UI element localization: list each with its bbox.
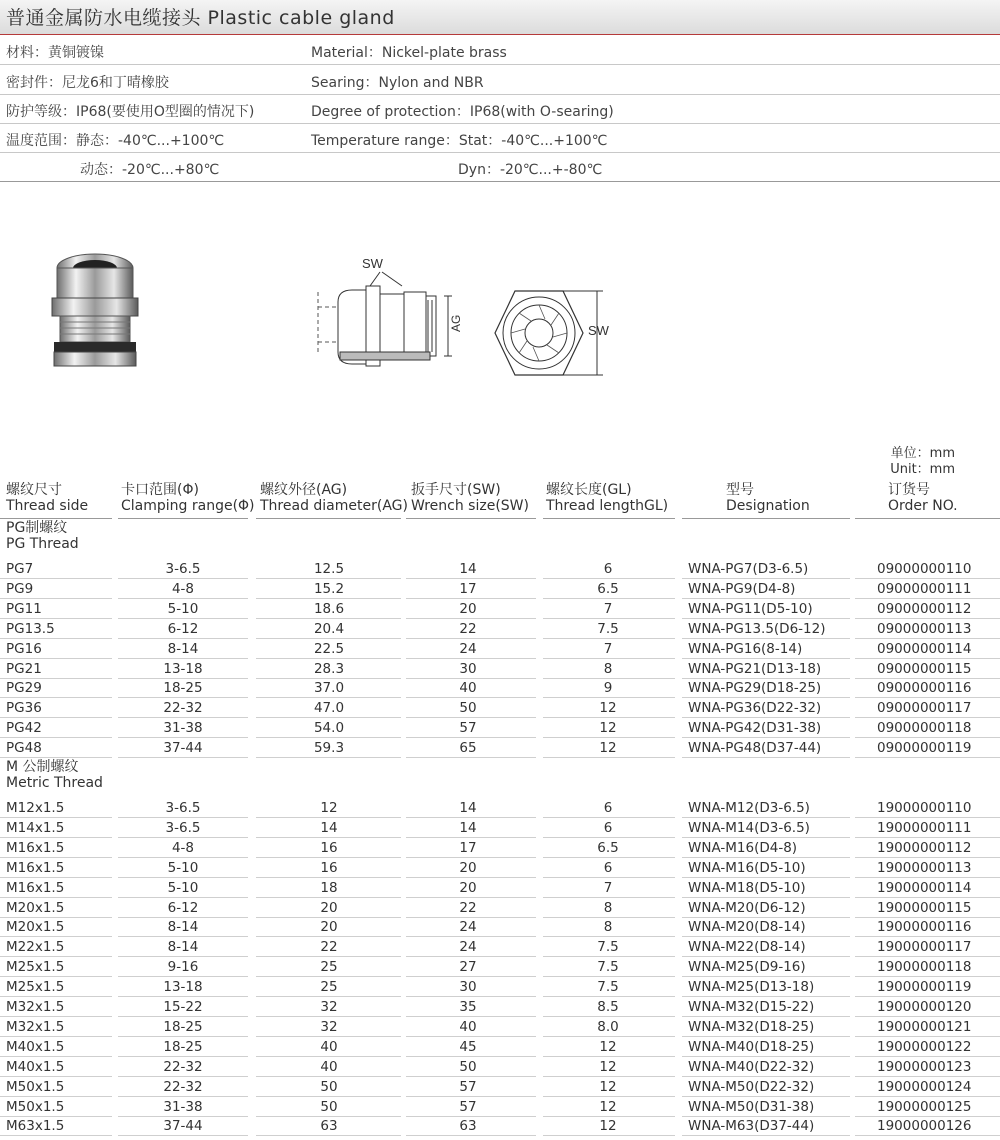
spec-temperature-en: Temperature range：Stat：-40℃...+100℃ — [311, 133, 608, 149]
cell-order-no: 19000000117 — [877, 939, 972, 956]
cell-order-no: 09000000114 — [877, 640, 972, 657]
cell-clamping-range: 3-6.5 — [165, 800, 201, 816]
cell-thread-diameter: 16 — [320, 839, 338, 856]
cell-designation: WNA-M18(D5-10) — [688, 879, 806, 896]
table-row — [0, 619, 1000, 639]
cell-wrench-size: 22 — [459, 899, 477, 916]
cell-thread-length: 7.5 — [597, 620, 619, 637]
table-row — [0, 599, 1000, 619]
page-title: 普通金属防水电缆接头 Plastic cable gland — [6, 7, 395, 29]
cell-thread-length: 8 — [603, 660, 613, 677]
table-row — [0, 678, 1000, 698]
table-row — [0, 718, 1000, 738]
product-photo — [40, 248, 150, 380]
cell-thread-length: 7 — [603, 879, 613, 896]
cell-order-no: 09000000118 — [877, 720, 972, 737]
spec-protection — [0, 94, 1000, 124]
spec-material — [0, 35, 1000, 65]
cell-designation: WNA-PG48(D37-44) — [688, 740, 822, 757]
cell-designation: WNA-PG9(D4-8) — [688, 580, 796, 597]
cell-clamping-range: 37-44 — [163, 740, 203, 757]
row-divider — [118, 1135, 248, 1136]
cell-wrench-size: 35 — [459, 999, 477, 1015]
cell-clamping-range: 3-6.5 — [165, 561, 201, 577]
cell-thread-side: M50x1.5 — [6, 1098, 65, 1115]
section-metric — [6, 759, 103, 791]
divider — [118, 518, 248, 519]
table-row — [0, 1077, 1000, 1097]
section-pg — [6, 520, 79, 552]
cell-thread-side: M40x1.5 — [6, 1058, 65, 1075]
cell-thread-side: PG29 — [6, 680, 42, 697]
cell-designation: WNA-PG13.5(D6-12) — [688, 620, 826, 637]
cell-clamping-range: 3-6.5 — [165, 819, 201, 836]
cell-thread-diameter: 18.6 — [313, 600, 345, 617]
row-divider — [855, 757, 1000, 758]
cell-thread-length: 12 — [599, 1098, 617, 1115]
table-row — [0, 639, 1000, 659]
divider — [682, 518, 850, 519]
cell-thread-length: 6 — [603, 800, 613, 816]
table-row — [0, 818, 1000, 838]
header-wrench-size: 扳手尺寸(SW) Wrench size(SW) — [411, 482, 529, 514]
cell-thread-side: M20x1.5 — [6, 919, 65, 936]
cell-thread-diameter: 18 — [320, 879, 338, 896]
cell-order-no: 19000000125 — [877, 1098, 972, 1115]
cell-wrench-size: 30 — [459, 660, 477, 677]
cell-designation: WNA-M25(D13-18) — [688, 979, 815, 996]
cell-order-no: 19000000114 — [877, 879, 972, 896]
cell-thread-length: 6 — [603, 819, 613, 836]
cell-thread-diameter: 50 — [320, 1078, 338, 1095]
table-row — [0, 957, 1000, 977]
cell-designation: WNA-M50(D22-32) — [688, 1078, 815, 1095]
cell-order-no: 09000000117 — [877, 700, 972, 717]
cell-wrench-size: 24 — [459, 919, 477, 936]
cell-designation: WNA-PG7(D3-6.5) — [688, 561, 809, 577]
cell-thread-diameter: 32 — [320, 1018, 338, 1035]
cell-clamping-range: 18-25 — [163, 680, 203, 697]
cell-thread-diameter: 40 — [320, 1058, 338, 1075]
row-divider — [682, 757, 850, 758]
cell-thread-length: 7.5 — [597, 979, 619, 996]
spec-dynamic-cn: 动态：-20℃...+80℃ — [80, 162, 220, 178]
side-view-drawing — [310, 252, 470, 382]
cell-thread-length: 8.5 — [597, 999, 619, 1015]
spec-sealing-en: Searing：Nylon and NBR — [311, 75, 484, 91]
table-row — [0, 1097, 1000, 1117]
cell-thread-diameter: 12 — [320, 800, 338, 816]
cell-clamping-range: 18-25 — [163, 1038, 203, 1055]
cell-order-no: 19000000124 — [877, 1078, 972, 1095]
unit-en: Unit：mm — [890, 462, 955, 477]
cell-designation: WNA-PG36(D22-32) — [688, 700, 822, 717]
cell-thread-length: 8.0 — [597, 1018, 619, 1035]
cell-thread-side: PG16 — [6, 640, 42, 657]
cell-thread-side: M25x1.5 — [6, 959, 65, 976]
cell-order-no: 19000000119 — [877, 979, 972, 996]
table-row — [0, 977, 1000, 997]
cell-thread-diameter: 28.3 — [313, 660, 345, 677]
divider — [256, 518, 401, 519]
cell-thread-side: PG21 — [6, 660, 42, 677]
cell-thread-length: 7.5 — [597, 939, 619, 956]
cell-order-no: 19000000123 — [877, 1058, 972, 1075]
cell-thread-length: 12 — [599, 1038, 617, 1055]
cell-wrench-size: 50 — [459, 700, 477, 717]
cell-order-no: 19000000115 — [877, 899, 972, 916]
cell-order-no: 19000000116 — [877, 919, 972, 936]
cell-clamping-range: 9-16 — [167, 959, 199, 976]
cell-thread-length: 6.5 — [597, 839, 619, 856]
cell-thread-length: 7.5 — [597, 959, 619, 976]
header-order-no: 订货号 Order NO. — [888, 482, 958, 514]
table-row — [0, 1017, 1000, 1037]
cell-wrench-size: 40 — [459, 1018, 477, 1035]
title-bar — [0, 0, 1000, 35]
cell-designation: WNA-M16(D4-8) — [688, 839, 798, 856]
cell-thread-length: 12 — [599, 740, 617, 757]
cell-thread-side: M32x1.5 — [6, 999, 65, 1015]
cell-thread-diameter: 59.3 — [313, 740, 345, 757]
cell-thread-side: PG42 — [6, 720, 42, 737]
cell-clamping-range: 4-8 — [171, 580, 195, 597]
spec-temperature — [0, 123, 1000, 153]
row-divider — [118, 757, 248, 758]
cell-order-no: 09000000116 — [877, 680, 972, 697]
cell-order-no: 09000000110 — [877, 561, 972, 577]
spec-dynamic — [0, 152, 1000, 182]
cell-wrench-size: 14 — [459, 800, 477, 816]
cell-thread-side: M40x1.5 — [6, 1038, 65, 1055]
cell-thread-length: 8 — [603, 899, 613, 916]
cell-designation: WNA-M40(D18-25) — [688, 1038, 815, 1055]
divider — [543, 518, 675, 519]
cell-clamping-range: 6-12 — [167, 620, 199, 637]
front-view-drawing — [485, 285, 615, 381]
cell-designation: WNA-M12(D3-6.5) — [688, 800, 810, 816]
cell-thread-diameter: 20.4 — [313, 620, 345, 637]
cell-order-no: 19000000111 — [877, 819, 972, 836]
cell-order-no: 19000000126 — [877, 1118, 972, 1135]
cell-thread-side: M50x1.5 — [6, 1078, 65, 1095]
row-divider — [256, 1135, 401, 1136]
section-metric-cn: M 公制螺纹 — [6, 759, 79, 775]
cell-order-no: 19000000122 — [877, 1038, 972, 1055]
cell-thread-diameter: 50 — [320, 1098, 338, 1115]
table-row — [0, 878, 1000, 898]
table-row — [0, 559, 1000, 579]
cell-wrench-size: 14 — [459, 819, 477, 836]
cell-thread-length: 6 — [603, 561, 613, 577]
cell-thread-diameter: 25 — [320, 979, 338, 996]
table-row — [0, 937, 1000, 957]
cell-thread-side: PG9 — [6, 580, 34, 597]
table-row — [0, 659, 1000, 679]
header-thread-length: 螺纹长度(GL) Thread lengthGL) — [546, 482, 669, 514]
cell-clamping-range: 18-25 — [163, 1018, 203, 1035]
cell-order-no: 09000000111 — [877, 580, 972, 597]
cell-thread-diameter: 37.0 — [313, 680, 345, 697]
cell-thread-length: 12 — [599, 700, 617, 717]
cell-clamping-range: 8-14 — [167, 640, 199, 657]
ag-label: AG — [449, 314, 463, 332]
header-thread-diameter: 螺纹外径(AG) Thread diameter(AG) — [260, 482, 408, 514]
divider — [0, 518, 112, 519]
table-row — [0, 838, 1000, 858]
cell-thread-length: 7 — [603, 640, 613, 657]
cell-clamping-range: 31-38 — [163, 1098, 203, 1115]
table-row — [0, 898, 1000, 918]
cell-order-no: 09000000113 — [877, 620, 972, 637]
cell-designation: WNA-PG21(D13-18) — [688, 660, 822, 677]
row-divider — [543, 1135, 675, 1136]
spec-material-cn: 材料：黄铜镀镍 — [6, 45, 104, 61]
cell-thread-side: M32x1.5 — [6, 1018, 65, 1035]
cell-wrench-size: 57 — [459, 720, 477, 737]
cell-thread-diameter: 32 — [320, 999, 338, 1015]
spec-protection-en: Degree of protection：IP68(with O-searing) — [311, 104, 614, 120]
cell-designation: WNA-PG42(D31-38) — [688, 720, 822, 737]
cell-designation: WNA-M32(D18-25) — [688, 1018, 815, 1035]
cell-clamping-range: 22-32 — [163, 1078, 203, 1095]
cell-thread-diameter: 22 — [320, 939, 338, 956]
cell-thread-diameter: 63 — [320, 1118, 338, 1135]
cell-order-no: 19000000121 — [877, 1018, 972, 1035]
cell-clamping-range: 5-10 — [167, 859, 199, 876]
cell-designation: WNA-M14(D3-6.5) — [688, 819, 810, 836]
cell-order-no: 19000000120 — [877, 999, 972, 1015]
table-row — [0, 858, 1000, 878]
cell-thread-diameter: 22.5 — [313, 640, 345, 657]
cell-order-no: 09000000112 — [877, 600, 972, 617]
cell-designation: WNA-M25(D9-16) — [688, 959, 806, 976]
cell-wrench-size: 57 — [459, 1098, 477, 1115]
cell-wrench-size: 50 — [459, 1058, 477, 1075]
cell-thread-diameter: 12.5 — [313, 561, 345, 577]
cell-thread-side: M16x1.5 — [6, 879, 65, 896]
cell-thread-side: PG36 — [6, 700, 42, 717]
sw-top-label: SW — [362, 256, 383, 271]
cell-wrench-size: 40 — [459, 680, 477, 697]
cell-thread-side: M20x1.5 — [6, 899, 65, 916]
table-row — [0, 917, 1000, 937]
cell-designation: WNA-M63(D37-44) — [688, 1118, 815, 1135]
cell-thread-length: 6.5 — [597, 580, 619, 597]
cell-thread-diameter: 54.0 — [313, 720, 345, 737]
cell-wrench-size: 17 — [459, 580, 477, 597]
cell-wrench-size: 22 — [459, 620, 477, 637]
spec-sealing-cn: 密封件：尼龙6和丁晴橡胶 — [6, 75, 169, 91]
cell-wrench-size: 17 — [459, 839, 477, 856]
cell-thread-side: M12x1.5 — [6, 800, 65, 816]
cell-designation: WNA-PG29(D18-25) — [688, 680, 822, 697]
row-divider — [682, 1135, 850, 1136]
cell-thread-side: PG7 — [6, 561, 34, 577]
spec-protection-cn: 防护等级：IP68(要使用O型圈的情况下) — [6, 104, 255, 120]
cell-wrench-size: 24 — [459, 640, 477, 657]
table-row — [0, 698, 1000, 718]
cell-thread-length: 12 — [599, 720, 617, 737]
cell-order-no: 19000000112 — [877, 839, 972, 856]
row-divider — [256, 757, 401, 758]
cell-thread-diameter: 20 — [320, 899, 338, 916]
cell-thread-side: M16x1.5 — [6, 859, 65, 876]
row-divider — [855, 1135, 1000, 1136]
cell-clamping-range: 5-10 — [167, 600, 199, 617]
cell-thread-diameter: 47.0 — [313, 700, 345, 717]
cell-thread-side: M22x1.5 — [6, 939, 65, 956]
cell-thread-length: 12 — [599, 1058, 617, 1075]
cell-wrench-size: 45 — [459, 1038, 477, 1055]
cell-clamping-range: 5-10 — [167, 879, 199, 896]
row-divider — [0, 1135, 112, 1136]
table-row — [0, 798, 1000, 818]
cell-wrench-size: 20 — [459, 600, 477, 617]
cell-thread-diameter: 16 — [320, 859, 338, 876]
cell-designation: WNA-M20(D8-14) — [688, 919, 806, 936]
table-row — [0, 579, 1000, 599]
cell-designation: WNA-M16(D5-10) — [688, 859, 806, 876]
spec-material-en: Material：Nickel-plate brass — [311, 45, 507, 61]
header-thread-side: 螺纹尺寸 Thread side — [6, 482, 89, 514]
cell-designation: WNA-M32(D15-22) — [688, 999, 815, 1015]
header-clamping-range: 卡口范围(Φ) Clamping range(Φ) — [121, 482, 255, 514]
row-divider — [0, 757, 112, 758]
cell-thread-side: M63x1.5 — [6, 1118, 65, 1135]
cell-clamping-range: 6-12 — [167, 899, 199, 916]
table-row — [0, 738, 1000, 758]
unit-cn: 单位：mm — [890, 446, 955, 461]
cell-clamping-range: 8-14 — [167, 919, 199, 936]
table-row — [0, 1057, 1000, 1077]
row-divider — [406, 1135, 536, 1136]
section-metric-en: Metric Thread — [6, 775, 103, 791]
cell-order-no: 19000000118 — [877, 959, 972, 976]
cell-order-no: 09000000115 — [877, 660, 972, 677]
cell-thread-length: 9 — [603, 680, 613, 697]
sw-right-label: SW — [588, 323, 609, 338]
divider — [855, 518, 1000, 519]
header-designation: 型号 Designation — [726, 482, 810, 514]
spec-dynamic-en: Dyn：-20℃...+-80℃ — [458, 162, 603, 178]
cell-thread-length: 7 — [603, 600, 613, 617]
cell-clamping-range: 15-22 — [163, 999, 203, 1015]
cell-wrench-size: 63 — [459, 1118, 477, 1135]
cell-order-no: 19000000110 — [877, 800, 972, 816]
cell-thread-diameter: 20 — [320, 919, 338, 936]
cell-order-no: 09000000119 — [877, 740, 972, 757]
cell-thread-length: 12 — [599, 1118, 617, 1135]
cell-thread-length: 8 — [603, 919, 613, 936]
cell-designation: WNA-M50(D31-38) — [688, 1098, 815, 1115]
divider — [406, 518, 536, 519]
table-row — [0, 1116, 1000, 1136]
cell-wrench-size: 65 — [459, 740, 477, 757]
cell-clamping-range: 22-32 — [163, 1058, 203, 1075]
cell-order-no: 19000000113 — [877, 859, 972, 876]
cell-wrench-size: 57 — [459, 1078, 477, 1095]
spec-sealing — [0, 65, 1000, 95]
cell-clamping-range: 8-14 — [167, 939, 199, 956]
cell-clamping-range: 4-8 — [171, 839, 195, 856]
spec-temperature-cn: 温度范围：静态：-40℃...+100℃ — [6, 133, 225, 149]
cell-clamping-range: 13-18 — [163, 979, 203, 996]
section-pg-en: PG Thread — [6, 536, 79, 552]
cell-clamping-range: 31-38 — [163, 720, 203, 737]
cell-thread-diameter: 40 — [320, 1038, 338, 1055]
cell-designation: WNA-PG16(8-14) — [688, 640, 803, 657]
cell-thread-side: M14x1.5 — [6, 819, 65, 836]
section-pg-cn: PG制螺纹 — [6, 520, 68, 536]
cell-thread-side: M25x1.5 — [6, 979, 65, 996]
cell-wrench-size: 30 — [459, 979, 477, 996]
cell-wrench-size: 14 — [459, 561, 477, 577]
cell-thread-diameter: 14 — [320, 819, 338, 836]
cell-wrench-size: 20 — [459, 879, 477, 896]
cell-wrench-size: 20 — [459, 859, 477, 876]
cell-thread-side: PG11 — [6, 600, 42, 617]
cell-thread-length: 6 — [603, 859, 613, 876]
cell-thread-side: M16x1.5 — [6, 839, 65, 856]
cell-designation: WNA-M20(D6-12) — [688, 899, 806, 916]
cell-thread-side: PG13.5 — [6, 620, 55, 637]
table-row — [0, 1037, 1000, 1057]
row-divider — [406, 757, 536, 758]
cell-wrench-size: 24 — [459, 939, 477, 956]
cell-designation: WNA-M40(D22-32) — [688, 1058, 815, 1075]
cell-thread-length: 12 — [599, 1078, 617, 1095]
row-divider — [543, 757, 675, 758]
cell-thread-diameter: 15.2 — [313, 580, 345, 597]
cell-clamping-range: 22-32 — [163, 700, 203, 717]
cell-designation: WNA-PG11(D5-10) — [688, 600, 813, 617]
cell-wrench-size: 27 — [459, 959, 477, 976]
cell-thread-diameter: 25 — [320, 959, 338, 976]
cell-clamping-range: 37-44 — [163, 1118, 203, 1135]
cell-designation: WNA-M22(D8-14) — [688, 939, 806, 956]
table-row — [0, 997, 1000, 1017]
cell-thread-side: PG48 — [6, 740, 42, 757]
cell-clamping-range: 13-18 — [163, 660, 203, 677]
